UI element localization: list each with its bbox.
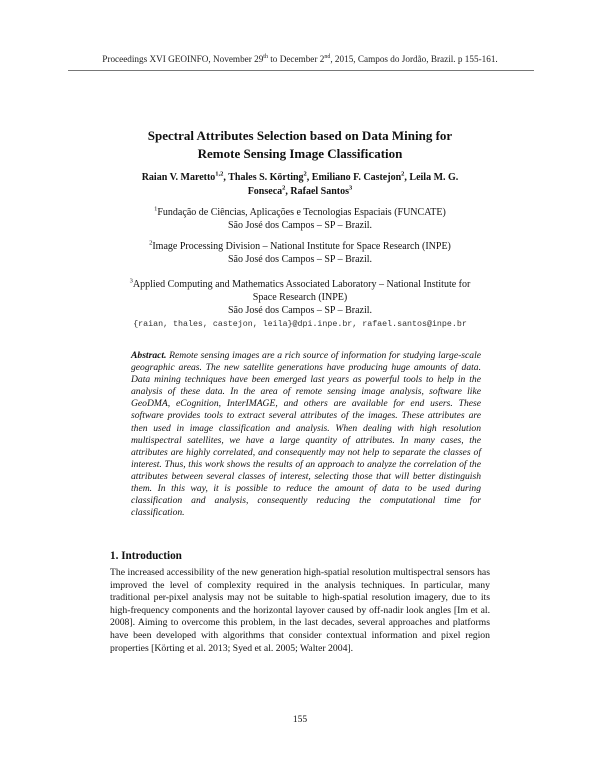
author-line-1: Raian V. Maretto$^{1,2}$, Thales S. Körting$^2$, Emiliano F. Castejon$^2$, Leila M. G. (141, 170, 459, 183)
running-header: Proceedings XVI GEOINFO, November 29th to December 2nd, 2015, Campos do Jordão, Brazil. p 155-161. (102, 53, 498, 64)
title-line-2: Remote Sensing Image Classification (197, 146, 403, 161)
page-number: 155 (292, 715, 308, 725)
abstract (131, 350, 481, 519)
abstract-label: Abstract. (131, 350, 167, 361)
paper-title (60, 127, 540, 163)
section-heading-introduction: 1. Introduction (110, 550, 182, 562)
author-line-2: Fonseca$^2$, Rafael Santos$^3$ (247, 184, 353, 197)
header-divider (68, 70, 534, 71)
author-emails: {raian, thales, castejon, leila}@dpi.inpe.br, rafael.santos@inpe.br (133, 320, 467, 329)
introduction-paragraph: The increased accessibility of the new generation high-spatial resolution multispectral sensors has improved the level of complexity required in the analysis techniques. In particular, many traditional per-pixel analysis may not be suitable to high-spatial resolution imagery, due to its high-frequency components and the horizontal layover caused by off-nadir look angles [Im et al. 2008]. Aiming to overcome this problem, in the last decades, several approaches and platforms have been developed with algorithms that consider contextual information and pixel region properties [Körting et al. 2013; Syed et al. 2005; Walter 2004]. (110, 567, 490, 654)
abstract-text: Remote sensing images are a rich source of information for studying large-scale geographic areas. The new satellite generations have producing huge amounts of data. Data mining techniques have been emerged last years as powerful tools to help in the analysis of these data. In the area of remote sensing image analysis, software like GeoDMA, eCognition, InterIMAGE, and others are available for end users. These software provides tools to extract several attributes of the images. These attributes are then used in image classification and analysis. When dealing with high resolution multispectral satellites, we have a large quantity of attributes. In many cases, the attributes are highly correlated, and consequently may not help to separate the classes of interest. Thus, this work shows the results of an approach to analyze the correlation of the attributes between several classes of interest, selecting those that will better distinguish them. In this way, it is possible to reduce the amount of data to be used during classification and analysis, consequently reducing the computational time for classification. (131, 350, 481, 519)
affiliation-2: $^2$Image Processing Division – National Institute for Space Research (INPE) São José dos Campos – SP – Brazil. (149, 239, 451, 265)
author-list (80, 171, 520, 199)
affiliation-3: $^3$Applied Computing and Mathematics Associated Laboratory – National Institute for Space Research (INPE) São José dos Campos – SP – Brazil. (129, 277, 471, 316)
affiliation-1: $^1$Fundação de Ciências, Aplicações e Tecnologias Espaciais (FUNCATE) São José dos Campos – SP – Brazil. (154, 205, 446, 231)
title-line-1: Spectral Attributes Selection based on Data Mining for (147, 128, 453, 143)
